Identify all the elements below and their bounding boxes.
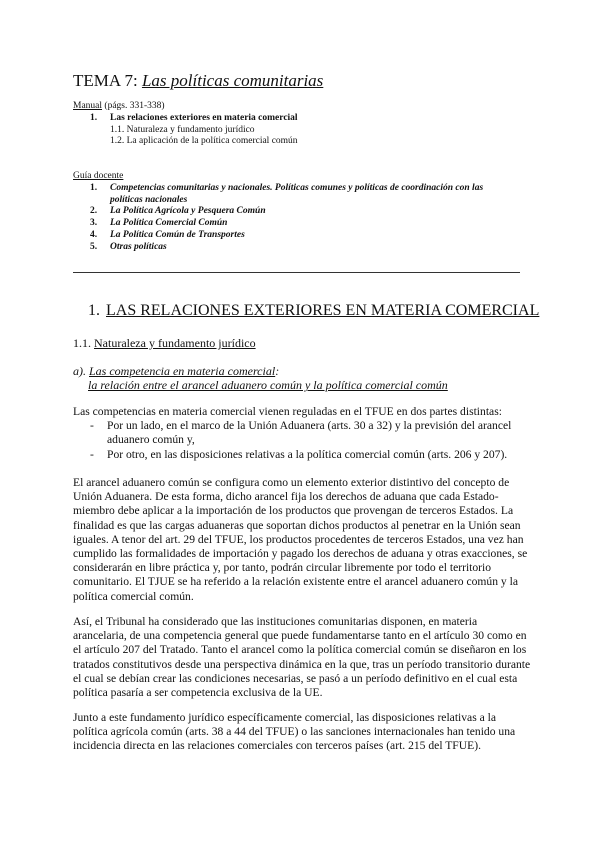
paragraph-3-text: Así, el Tribunal ha considerado que las instituciones comunitarias disponen, en materia arancelaria, de una competencia general que puede fundamentarse tanto en el artículo 30 como en el artículo 207 del Tratado. Tanto el arancel como la política comercial común se diseñaron en los tratados constitutivos desde una perspectiva dinámica en la que, tras un período transitorio durante el cual se debían crear las condiciones necesarias, se pasó a un período definitivo en el cual esta política pasaría a ser competencia exclusiva de la UE. (73, 615, 531, 700)
paragraph-4-text: Junto a este fundamento jurídico específicamente comercial, las disposiciones relativas a la política agrícola común (arts. 38 a 44 del TFUE) o las sanciones internacionales han tenido una incidencia directa en las relaciones comerciales con terceros países (art. 215 del TFUE). (73, 711, 516, 753)
guia-label: Guía docente (73, 171, 124, 181)
paragraph-3 (73, 615, 533, 700)
point-letter: a). (73, 364, 86, 378)
point-a-heading (73, 364, 448, 392)
paragraph-1-intro: Las competencias en materia comercial vienen reguladas en el TFUE en dos partes distintas: (73, 405, 502, 418)
section-heading (88, 302, 539, 320)
paragraph-2 (73, 476, 533, 604)
guia-item-2 (73, 206, 483, 218)
section-number: 1. (88, 302, 100, 319)
guia-item-number: 2. (90, 206, 98, 217)
title-prefix: TEMA 7: (73, 71, 138, 90)
manual-block (73, 101, 298, 148)
guia-block (73, 171, 483, 254)
point-a-line-2: la relación entre el arancel aduanero común y la política comercial común (88, 378, 448, 392)
subsection-heading (73, 336, 256, 351)
subsection-number: 1.1. (73, 336, 91, 350)
guia-item-text: La Política Común de Transportes (110, 229, 245, 240)
guia-item-text: La Política Comercial Común (110, 218, 228, 229)
guia-item-1-cont: políticas nacionales (110, 194, 188, 205)
section-title: LAS RELACIONES EXTERIORES EN MATERIA COMERCIAL (106, 302, 540, 319)
guia-item-4 (73, 230, 483, 242)
paragraph-2-text: El arancel aduanero común se configura como un elemento exterior distintivo del concepto de Unión Aduanera. De esta forma, dicho arancel fija los derechos de aduana que cada Estado-miembro debe aplicar a la importación de los productos que provengan de terceros Estados. La finalidad es que las cargas aduaneras que soportan dichos productos al penetrar en la Unión sean iguales. A tenor del art. 29 del TFUE, los productos procedentes de terceros Estados, una vez han cumplido las formalidades de importación y pagado los derechos de aduana y otras exacciones, se considerarán en libre práctica y, por tanto, podrán circular libremente por todo el territorio comunitario. El TJUE se ha referido a la relación existente entre el arancel aduanero común y la política comercial común. (73, 476, 528, 603)
title-subtitle: Las políticas comunitarias (141, 71, 324, 90)
guia-item-5 (73, 242, 483, 254)
manual-sub-1: 1.1. Naturaleza y fundamento jurídico (110, 124, 255, 135)
bullet-text-2: Por otro, en las disposiciones relativas a la política comercial común (arts. 206 y 207). (107, 447, 508, 461)
guia-item-number: 3. (90, 218, 98, 229)
paragraph-1 (73, 405, 533, 462)
manual-item-number: 1. (90, 112, 98, 123)
point-a-line-1: Las competencia en materia comercial (89, 364, 276, 378)
manual-pages: (págs. 331-338) (104, 101, 165, 111)
guia-item-1 (73, 183, 483, 195)
guia-item-text: Competencias comunitarias y nacionales. Políticas comunes y políticas de coordinación con las (110, 182, 484, 193)
manual-sub-2: 1.2. La aplicación de la política comercial común (110, 136, 298, 147)
manual-label: Manual (73, 101, 103, 111)
guia-item-text: La Política Agrícola y Pesquera Común (110, 206, 266, 217)
point-a-colon: : (275, 364, 280, 378)
bullet-item (73, 419, 533, 447)
guia-item-number: 4. (90, 229, 98, 240)
bullet-text-1: Por un lado, en el marco de la Unión Aduanera (arts. 30 a 32) y la previsión del arancel aduanero común y, (107, 419, 512, 447)
bullet-dash: - (90, 419, 94, 433)
guia-item-text: Otras políticas (110, 241, 167, 252)
guia-item-3 (73, 218, 483, 230)
divider-line (73, 272, 520, 273)
guia-item-number: 5. (90, 241, 98, 252)
guia-item-number: 1. (90, 182, 98, 193)
page-title (73, 71, 323, 91)
bullet-item (73, 448, 533, 462)
manual-item-1: Las relaciones exteriores en materia comercial (110, 112, 298, 123)
subsection-title: Naturaleza y fundamento jurídico (94, 336, 256, 350)
bullet-dash: - (90, 447, 94, 461)
paragraph-4 (73, 711, 533, 754)
